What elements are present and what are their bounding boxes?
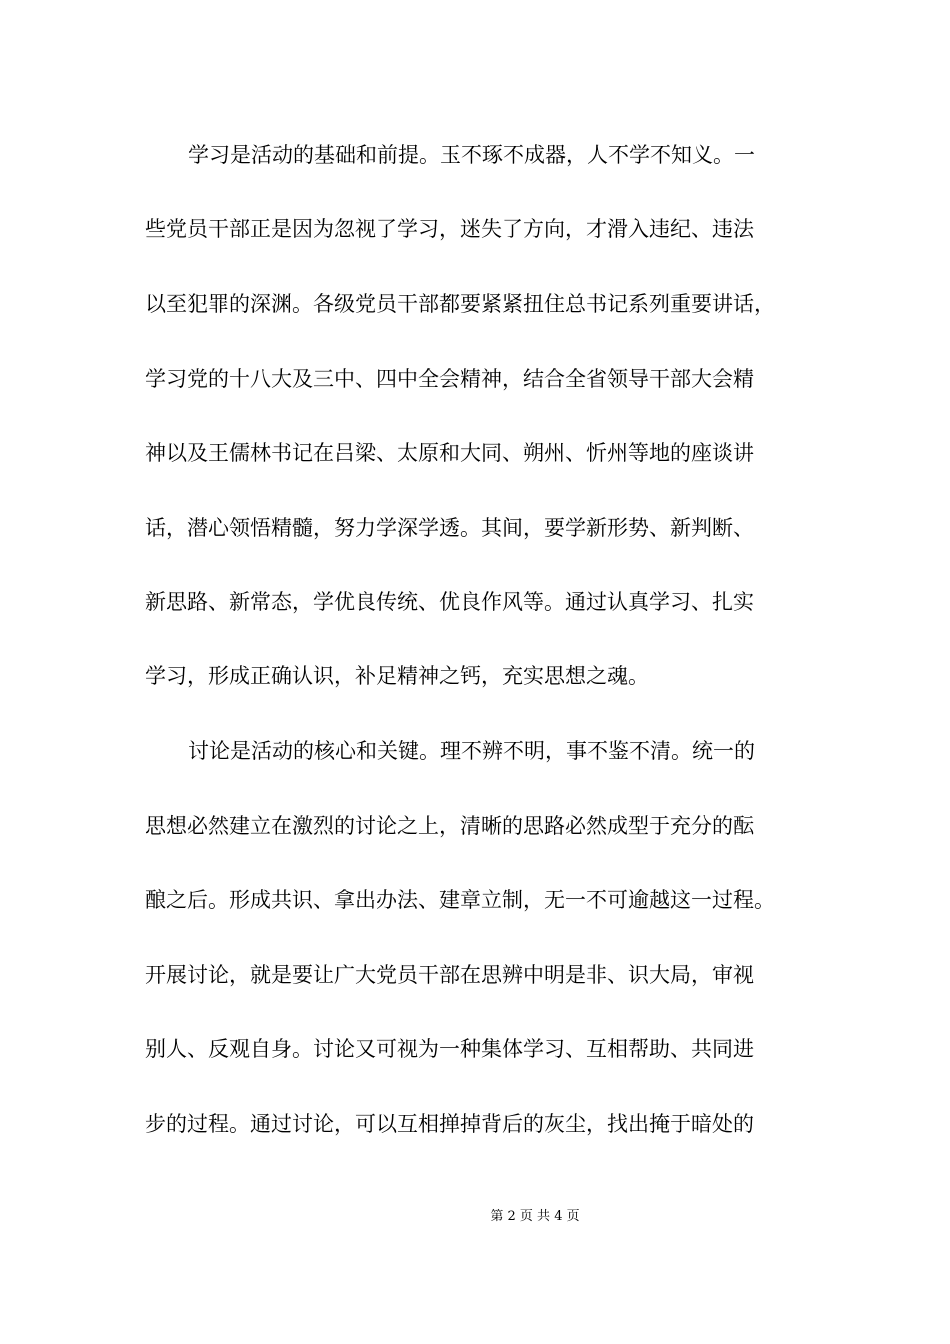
page-number-footer: 第 2 页 共 4 页 [490,1209,580,1224]
paragraph-1-line-5: 神以及王儒林书记在吕梁、太原和大同、朔州、忻州等地的座谈讲 [145,441,754,465]
paragraph-2-line-3: 酿之后。形成共识、拿出办法、建章立制，无一不可逾越这一过程。 [145,888,775,912]
paragraph-2-line-2: 思想必然建立在激烈的讨论之上，清晰的思路必然成型于充分的酝 [145,814,754,838]
paragraph-1-line-3: 以至犯罪的深渊。各级党员干部都要紧紧扭住总书记系列重要讲话， [145,292,775,316]
paragraph-1-line-6: 话，潜心领悟精髓，努力学深学透。其间，要学新形势、新判断、 [145,516,754,540]
paragraph-1-line-2: 些党员干部正是因为忽视了学习，迷失了方向，才滑入违纪、违法 [145,217,754,241]
paragraph-2-line-6: 步的过程。通过讨论，可以互相掸掉背后的灰尘，找出掩于暗处的 [145,1112,754,1136]
paragraph-2-line-4: 开展讨论，就是要让广大党员干部在思辨中明是非、识大局，审视 [145,963,754,987]
paragraph-2-line-5: 别人、反观自身。讨论又可视为一种集体学习、互相帮助、共同进 [145,1037,754,1061]
paragraph-1-line-1: 学习是活动的基础和前提。玉不琢不成器，人不学不知义。一 [188,143,755,167]
paragraph-1-line-8: 学习，形成正确认识，补足精神之钙，充实思想之魂。 [145,664,649,688]
paragraph-2-line-1: 讨论是活动的核心和关键。理不辨不明，事不鉴不清。统一的 [188,739,755,763]
paragraph-1-line-4: 学习党的十八大及三中、四中全会精神，结合全省领导干部大会精 [145,367,754,391]
paragraph-1-line-7: 新思路、新常态，学优良传统、优良作风等。通过认真学习、扎实 [145,590,754,614]
